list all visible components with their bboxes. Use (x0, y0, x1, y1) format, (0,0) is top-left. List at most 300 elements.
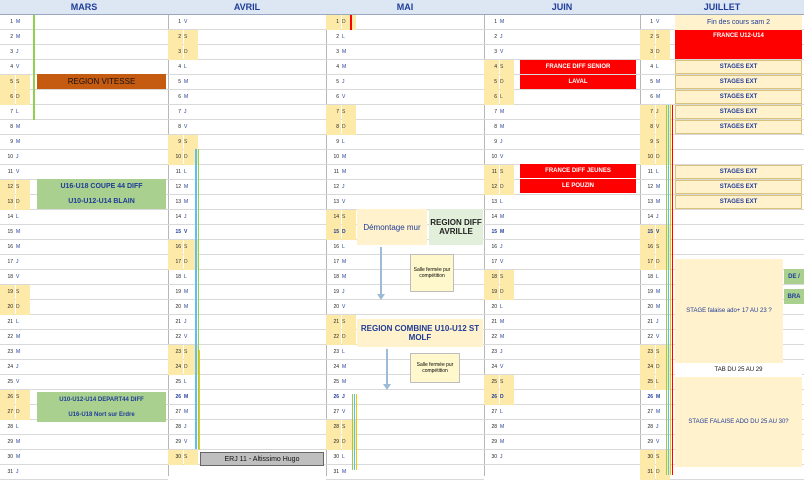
day-row[interactable] (168, 120, 326, 135)
day-row[interactable] (484, 255, 640, 270)
event-stages-ext[interactable]: STAGES EXT (675, 60, 802, 74)
day-number: 4 (10, 64, 13, 70)
day-number: 24 (640, 360, 655, 375)
day-number: 13 (175, 199, 181, 205)
event-stages-ext[interactable]: STAGES EXT (675, 180, 802, 194)
day-row[interactable] (0, 360, 168, 375)
day-number: 8 (326, 120, 341, 135)
day-row[interactable] (484, 15, 640, 30)
day-row[interactable] (0, 210, 168, 225)
day-number: 15 (491, 229, 497, 235)
day-number: 5 (0, 75, 15, 90)
day-number: 10 (168, 150, 183, 165)
day-of-week: D (342, 435, 356, 450)
day-of-week: M (656, 94, 661, 100)
day-row[interactable] (484, 375, 640, 390)
day-row[interactable] (168, 210, 326, 225)
month-header: JUILLET (640, 0, 804, 15)
day-number: 21 (326, 315, 341, 330)
day-row[interactable] (326, 375, 484, 390)
day-row[interactable] (484, 285, 640, 300)
day-number: 11 (333, 169, 339, 175)
arrow-2 (386, 349, 388, 384)
day-row[interactable] (326, 270, 484, 285)
day-row[interactable] (326, 255, 484, 270)
day-number: 4 (178, 64, 181, 70)
day-row[interactable] (168, 255, 326, 270)
day-row[interactable] (326, 30, 484, 45)
day-of-week: D (342, 225, 356, 240)
day-number: 3 (640, 45, 655, 60)
day-row[interactable] (484, 225, 640, 240)
day-number: 3 (336, 49, 339, 55)
day-number: 2 (10, 34, 13, 40)
day-row[interactable] (326, 300, 484, 315)
day-row[interactable] (0, 420, 168, 435)
day-number: 3 (10, 49, 13, 55)
day-number: 14 (7, 214, 13, 220)
day-row[interactable] (168, 180, 326, 195)
day-row[interactable] (326, 360, 484, 375)
event-u10-blain[interactable]: U10-U12-U14 BLAIN (37, 194, 166, 209)
day-number: 18 (175, 274, 181, 280)
day-number: 7 (494, 109, 497, 115)
day-row[interactable] (168, 75, 326, 90)
day-row[interactable] (168, 45, 326, 60)
day-of-week: J (500, 454, 503, 460)
event-stages-ext[interactable]: STAGES EXT (675, 105, 802, 119)
day-row[interactable] (326, 150, 484, 165)
day-of-week: L (342, 349, 345, 355)
day-number: 4 (336, 64, 339, 70)
day-number: 3 (168, 45, 183, 60)
day-number: 10 (333, 154, 339, 160)
event-stages-ext[interactable]: STAGES EXT (675, 195, 802, 209)
day-of-week: M (656, 199, 661, 205)
event-u16-nort[interactable]: U16-U18 Nort sur Erdre (37, 407, 166, 422)
day-row[interactable] (326, 450, 484, 465)
day-number: 1 (10, 19, 13, 25)
day-row[interactable] (484, 435, 640, 450)
day-row[interactable] (484, 315, 640, 330)
event-erj[interactable]: ERJ 11 - Altissimo Hugo (200, 452, 324, 466)
day-row[interactable] (326, 420, 484, 435)
day-row[interactable] (484, 30, 640, 45)
day-number: 27 (175, 409, 181, 415)
day-of-week: M (184, 289, 189, 295)
day-row[interactable] (168, 300, 326, 315)
day-row[interactable] (168, 390, 326, 405)
day-row[interactable] (326, 165, 484, 180)
day-number: 11 (647, 169, 653, 175)
day-of-week: M (16, 454, 21, 460)
day-row[interactable] (484, 330, 640, 345)
day-number: 6 (336, 94, 339, 100)
day-row[interactable] (326, 285, 484, 300)
day-of-week: D (500, 285, 514, 300)
day-number: 17 (640, 255, 655, 270)
day-row[interactable] (168, 375, 326, 390)
day-row[interactable] (484, 105, 640, 120)
day-number: 29 (326, 435, 341, 450)
day-of-week: V (342, 94, 346, 100)
day-number: 21 (491, 319, 497, 325)
day-row[interactable] (326, 120, 484, 135)
day-row[interactable] (168, 60, 326, 75)
day-row[interactable] (326, 195, 484, 210)
day-of-week: S (500, 60, 514, 75)
day-row[interactable] (640, 465, 804, 480)
day-row[interactable] (640, 210, 804, 225)
day-of-week: M (342, 274, 347, 280)
day-of-week: J (16, 469, 19, 475)
day-row[interactable] (484, 390, 640, 405)
day-row[interactable] (484, 135, 640, 150)
event-fin-cours[interactable]: Fin des cours sam 2 (675, 15, 802, 30)
day-of-week: L (184, 379, 187, 385)
day-of-week: S (656, 450, 670, 465)
day-number: 13 (647, 199, 653, 205)
day-row[interactable] (168, 345, 326, 360)
day-row[interactable] (0, 345, 168, 360)
day-number: 27 (0, 405, 15, 420)
day-row[interactable] (640, 150, 804, 165)
event-region-combine[interactable]: REGION COMBINE U10-U12 ST MOLF (357, 319, 483, 347)
day-number: 20 (0, 300, 15, 315)
day-row[interactable] (484, 270, 640, 285)
day-of-week: M (656, 304, 661, 310)
day-of-week: S (500, 375, 514, 390)
day-of-week: J (16, 49, 19, 55)
day-number: 26 (647, 394, 653, 400)
day-number: 12 (175, 184, 181, 190)
day-of-week: M (342, 364, 347, 370)
day-row[interactable] (0, 30, 168, 45)
event-stage-falaise-2[interactable]: STAGE FALAISE ADO DU 25 AU 30? (675, 377, 802, 467)
day-number: 8 (494, 124, 497, 130)
day-row[interactable] (0, 120, 168, 135)
day-row[interactable] (168, 420, 326, 435)
day-number: 1 (650, 19, 653, 25)
day-row[interactable] (0, 255, 168, 270)
day-row[interactable] (326, 180, 484, 195)
day-row[interactable] (168, 225, 326, 240)
day-of-week: D (656, 255, 670, 270)
day-of-week: S (500, 270, 514, 285)
juillet-line-r (672, 105, 673, 475)
day-of-week: S (342, 105, 356, 120)
day-of-week: J (184, 214, 187, 220)
day-of-week: J (500, 34, 503, 40)
day-of-week: V (342, 199, 346, 205)
day-number: 31 (333, 469, 339, 475)
day-of-week: V (16, 169, 20, 175)
month-header: MARS (0, 0, 168, 15)
day-row[interactable] (484, 420, 640, 435)
day-number: 14 (491, 214, 497, 220)
day-row[interactable] (484, 210, 640, 225)
day-number: 26 (333, 394, 339, 400)
day-of-week: D (500, 75, 514, 90)
day-of-week: V (184, 439, 188, 445)
event-stages-ext[interactable]: STAGES EXT (675, 120, 802, 134)
day-of-week: J (184, 109, 187, 115)
day-row[interactable] (0, 435, 168, 450)
day-of-week: L (342, 34, 345, 40)
day-row[interactable] (0, 105, 168, 120)
day-of-week: V (342, 409, 346, 415)
day-row[interactable] (484, 90, 640, 105)
day-row[interactable] (484, 240, 640, 255)
day-of-week: M (16, 139, 21, 145)
day-number: 11 (175, 169, 181, 175)
day-number: 25 (640, 375, 655, 390)
event-france-jeunes[interactable]: FRANCE DIFF JEUNES (520, 164, 636, 178)
day-of-week: M (656, 409, 661, 415)
day-of-week: S (184, 240, 198, 255)
day-number: 15 (640, 225, 655, 240)
event-stages-ext[interactable]: STAGES EXT (675, 90, 802, 104)
day-number: 7 (178, 109, 181, 115)
day-of-week: J (500, 139, 503, 145)
day-number: 10 (7, 154, 13, 160)
event-demontage[interactable]: Démontage mur (357, 209, 427, 245)
day-row[interactable] (168, 315, 326, 330)
day-row[interactable] (484, 300, 640, 315)
day-of-week: M (500, 334, 505, 340)
day-number: 18 (333, 274, 339, 280)
day-number: 2 (640, 30, 655, 45)
day-row[interactable] (168, 15, 326, 30)
day-of-week: M (342, 259, 347, 265)
day-row[interactable] (640, 135, 804, 150)
day-of-week: V (500, 49, 504, 55)
day-of-week: M (16, 19, 21, 25)
event-france-u12[interactable]: FRANCE U12-U14 (675, 30, 802, 59)
day-row[interactable] (484, 150, 640, 165)
day-row[interactable] (326, 60, 484, 75)
day-row[interactable] (0, 330, 168, 345)
day-row[interactable] (484, 120, 640, 135)
day-number: 23 (640, 345, 655, 360)
day-of-week: L (500, 409, 503, 415)
day-of-week: M (342, 169, 347, 175)
month-column-avril (168, 0, 327, 476)
day-row[interactable] (0, 315, 168, 330)
day-row[interactable] (484, 45, 640, 60)
day-row[interactable] (326, 345, 484, 360)
day-row[interactable] (0, 375, 168, 390)
day-of-week: L (656, 64, 659, 70)
day-number: 8 (10, 124, 13, 130)
day-number: 9 (494, 139, 497, 145)
day-of-week: S (184, 450, 198, 465)
day-row[interactable] (168, 135, 326, 150)
day-number: 22 (175, 334, 181, 340)
day-number: 27 (647, 409, 653, 415)
day-of-week: M (342, 154, 347, 160)
day-number: 17 (7, 259, 13, 265)
day-number: 8 (178, 124, 181, 130)
day-row[interactable] (0, 270, 168, 285)
day-row[interactable] (168, 270, 326, 285)
day-number: 24 (491, 364, 497, 370)
day-of-week: M (16, 34, 21, 40)
day-number: 28 (647, 424, 653, 430)
day-row[interactable] (326, 405, 484, 420)
day-number: 12 (333, 184, 339, 190)
day-of-week: D (16, 195, 30, 210)
day-number: 2 (494, 34, 497, 40)
event-tab[interactable]: TAB DU 25 AU 29 (675, 363, 802, 377)
day-number: 7 (326, 105, 341, 120)
day-row[interactable] (484, 195, 640, 210)
day-number: 23 (491, 349, 497, 355)
mars-green-line (33, 15, 35, 120)
day-row[interactable] (484, 450, 640, 465)
day-of-week: M (184, 199, 189, 205)
day-of-week: M (342, 64, 347, 70)
day-of-week: S (500, 165, 514, 180)
day-row[interactable] (0, 450, 168, 465)
day-number: 16 (640, 240, 655, 255)
day-of-week: J (342, 79, 345, 85)
day-number: 18 (484, 270, 499, 285)
day-row[interactable] (168, 330, 326, 345)
day-number: 6 (484, 90, 499, 105)
day-number: 25 (484, 375, 499, 390)
event-side-2[interactable]: BRA (784, 289, 804, 304)
day-of-week: D (656, 150, 670, 165)
day-row[interactable] (326, 465, 484, 480)
avril-line-blue (195, 149, 197, 449)
day-row[interactable] (0, 240, 168, 255)
day-of-week: L (184, 169, 187, 175)
day-of-week: S (342, 420, 356, 435)
day-row[interactable] (168, 90, 326, 105)
day-of-week: S (342, 210, 356, 225)
day-row[interactable] (0, 285, 168, 300)
day-row[interactable] (326, 45, 484, 60)
day-number: 6 (0, 90, 15, 105)
day-row[interactable] (326, 435, 484, 450)
day-of-week: J (656, 319, 659, 325)
day-row[interactable] (326, 75, 484, 90)
day-number: 2 (168, 30, 183, 45)
event-le-pouzin[interactable]: LE POUZIN (520, 179, 636, 193)
day-of-week: M (656, 394, 661, 400)
day-row[interactable] (326, 390, 484, 405)
day-number: 31 (640, 465, 655, 480)
event-u16-coupe[interactable]: U16-U18 COUPE 44 DIFF (37, 179, 166, 194)
day-row[interactable] (484, 405, 640, 420)
day-row[interactable] (0, 465, 168, 480)
day-row[interactable] (168, 195, 326, 210)
day-number: 22 (326, 330, 341, 345)
day-number: 20 (333, 304, 339, 310)
day-row[interactable] (168, 360, 326, 375)
day-of-week: V (184, 124, 188, 130)
day-of-week: V (656, 120, 670, 135)
day-number: 27 (491, 409, 497, 415)
day-row[interactable] (0, 15, 168, 30)
event-stages-ext[interactable]: STAGES EXT (675, 75, 802, 89)
day-of-week: D (184, 45, 198, 60)
day-row[interactable] (326, 135, 484, 150)
event-stage-falaise-1[interactable]: STAGE falaise ado+ 17 AU 23 ? (675, 259, 783, 363)
event-france-senior[interactable]: FRANCE DIFF SENIOR (520, 60, 636, 74)
event-side-1[interactable]: DE / (784, 269, 804, 284)
day-number: 30 (491, 454, 497, 460)
day-of-week: L (342, 139, 345, 145)
day-row[interactable] (0, 60, 168, 75)
note-salle-2: Salle fermée pur compétition (410, 353, 460, 383)
day-of-week: J (184, 424, 187, 430)
day-of-week: V (500, 364, 504, 370)
day-row[interactable] (168, 405, 326, 420)
day-row[interactable] (0, 90, 168, 105)
day-number: 17 (491, 259, 497, 265)
day-of-week: M (184, 94, 189, 100)
day-number: 23 (333, 349, 339, 355)
day-row[interactable] (0, 225, 168, 240)
day-number: 27 (333, 409, 339, 415)
day-row[interactable] (0, 150, 168, 165)
day-of-week: D (184, 255, 198, 270)
day-of-week: J (500, 349, 503, 355)
event-region-diff[interactable]: REGION DIFF AVRILLE (429, 209, 483, 245)
day-row[interactable] (0, 300, 168, 315)
day-of-week: V (500, 154, 504, 160)
event-region-vitesse[interactable]: REGION VITESSE (37, 74, 166, 89)
day-row[interactable] (168, 105, 326, 120)
day-number: 9 (336, 139, 339, 145)
day-row[interactable] (484, 360, 640, 375)
day-of-week: D (16, 90, 30, 105)
day-of-week: J (656, 214, 659, 220)
event-u10-depart[interactable]: U10-U12-U14 DEPART44 DIFF (37, 392, 166, 407)
day-of-week: V (656, 439, 660, 445)
event-laval[interactable]: LAVAL (520, 75, 636, 89)
day-row[interactable] (168, 285, 326, 300)
day-row[interactable] (640, 240, 804, 255)
day-number: 28 (175, 424, 181, 430)
day-number: 26 (484, 390, 499, 405)
day-number: 18 (7, 274, 13, 280)
day-number: 29 (491, 439, 497, 445)
day-row[interactable] (168, 435, 326, 450)
day-of-week: D (656, 360, 670, 375)
day-number: 14 (326, 210, 341, 225)
event-stages-ext[interactable]: STAGES EXT (675, 165, 802, 179)
day-row[interactable] (168, 30, 326, 45)
day-row[interactable] (168, 165, 326, 180)
day-row[interactable] (640, 225, 804, 240)
day-row[interactable] (0, 135, 168, 150)
day-of-week: M (16, 124, 21, 130)
day-row[interactable] (0, 165, 168, 180)
day-number: 6 (178, 94, 181, 100)
day-row[interactable] (326, 90, 484, 105)
day-row[interactable] (0, 45, 168, 60)
day-row[interactable] (326, 105, 484, 120)
day-of-week: D (342, 120, 356, 135)
day-of-week: D (656, 45, 670, 60)
day-row[interactable] (168, 150, 326, 165)
day-row[interactable] (484, 345, 640, 360)
day-row[interactable] (168, 240, 326, 255)
day-of-week: D (656, 465, 670, 480)
